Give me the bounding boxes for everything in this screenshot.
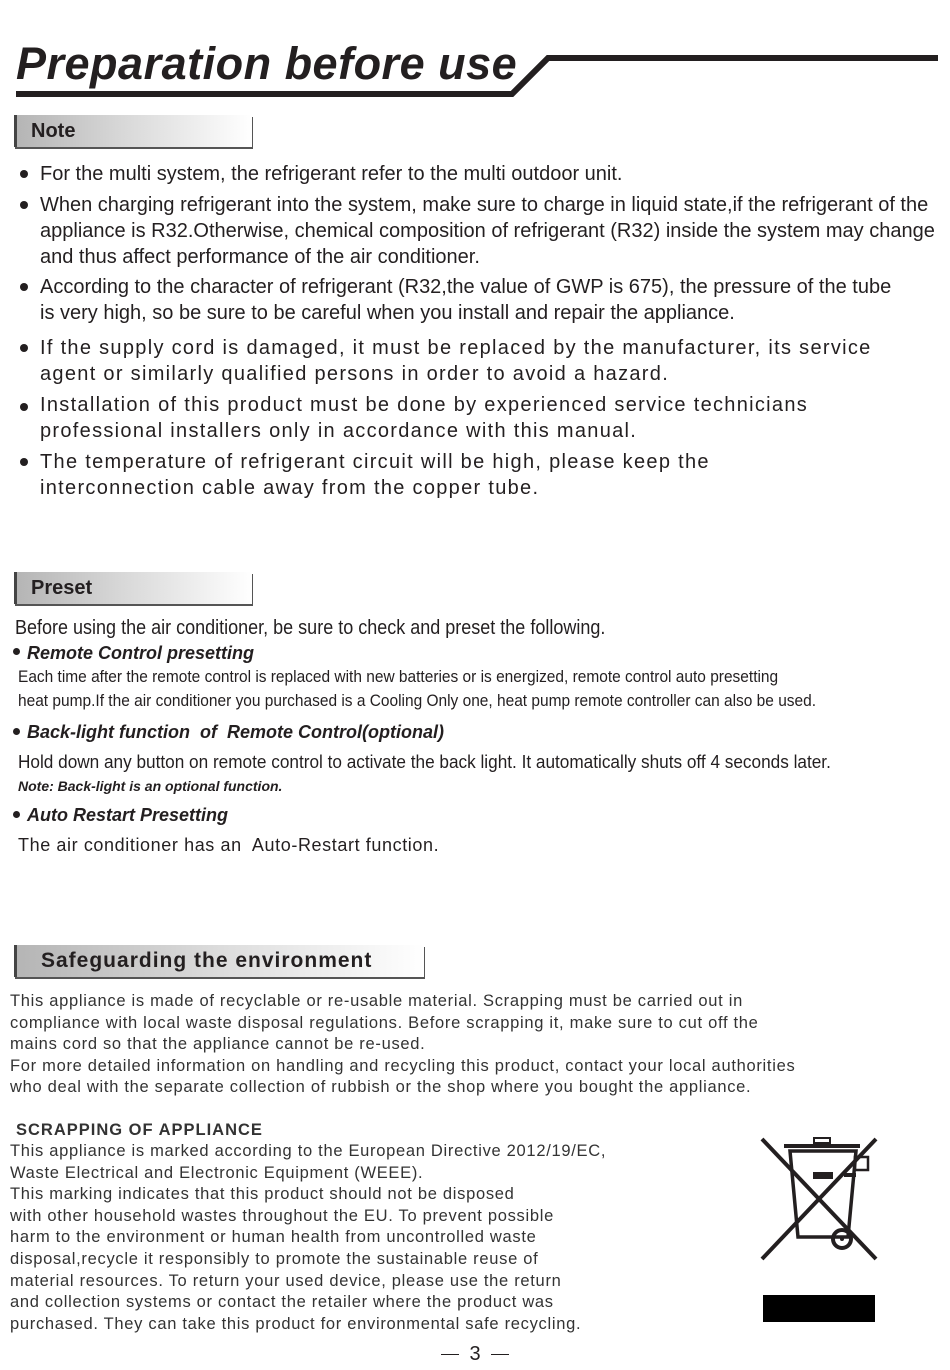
bullet-icon: [20, 283, 28, 291]
preset-section-header: [14, 572, 252, 604]
note-item: When charging refrigerant into the system, make sure to charge in liquid state,if the refrigerant of the appliance is R32.Otherwise, chemical composition of refrigerant (R32) inside the system may change and thus affect performance of the air conditioner.: [16, 192, 941, 270]
bullet-icon: [20, 344, 28, 352]
note-item: For the multi system, the refrigerant refer to the multi outdoor unit.: [16, 161, 941, 187]
note-item: If the supply cord is damaged, it must be replaced by the manufacturer, its service agent or similarly qualified persons in order to avoid a hazard.: [16, 335, 941, 387]
page-number-dash: [441, 1354, 459, 1355]
note-header-label: Note: [31, 120, 76, 142]
scrapping-title: SCRAPPING OF APPLIANCE: [16, 1121, 263, 1139]
backlight-text: Hold down any button on remote control to activate the back light. It automatically shuts off 4 seconds later.: [18, 752, 831, 772]
note-item: The temperature of refrigerant circuit will be high, please keep the interconnection cable away from the copper tube.: [16, 449, 941, 501]
note-item: According to the character of refrigerant (R32,the value of GWP is 675), the pressure of the tube is very high, so be sure to be careful when you install and repair the appliance.: [16, 274, 941, 326]
environment-paragraph: This appliance is made of recyclable or re-usable material. Scrapping must be carried out in compliance with local waste disposal regulations. Before scrapping it, make sure to cut off the mains cord so that the appliance cannot be re-used. For more detailed information on handling and recycling this product, contact your local authorities who deal with the separate collection of rubbish or the shop where you bought the appliance.: [10, 992, 796, 1097]
preset-header-label: Preset: [31, 577, 93, 599]
note-list: [16, 161, 941, 501]
scrapping-paragraph: This appliance is marked according to the European Directive 2012/19/EC, Waste Electrical and Electronic Equipment (WEEE). This marking indicates that this product should not be disposed with other household wastes throughout the EU. To prevent possible harm to the environment or human health from uncontrolled waste disposal,recycle it responsibly to promote the sustainable reuse of material resources. To return your used device, please use the return and collection systems or contact the retailer where the product was purchased. They can take this product for environmental safe recycling.: [10, 1142, 607, 1333]
bullet-icon: [13, 728, 20, 735]
weee-crossed-bin-icon: [760, 1135, 878, 1325]
bullet-icon: [20, 170, 28, 178]
note-section-header: [14, 115, 252, 147]
bullet-icon: [13, 648, 20, 655]
page-title: Preparation before use: [16, 38, 518, 89]
bullet-icon: [20, 458, 28, 466]
remote-presetting-text-1: Each time after the remote control is replaced with new batteries or is energized, remote control auto presetting: [18, 667, 779, 686]
backlight-title: Back-light function of Remote Control(optional): [27, 722, 444, 742]
environment-header-label: Safeguarding the environment: [41, 949, 373, 972]
bullet-icon: [20, 403, 28, 411]
auto-restart-title: Auto Restart Presetting: [27, 805, 229, 825]
page-number: 3: [469, 1343, 481, 1365]
auto-restart-text: The air conditioner has an Auto-Restart function.: [18, 835, 440, 855]
page-number-dash: [491, 1354, 509, 1355]
backlight-note: Note: Back-light is an optional function.: [18, 778, 283, 794]
preset-intro: Before using the air conditioner, be sure to check and preset the following.: [15, 617, 606, 639]
page-number-row: [0, 1343, 950, 1366]
remote-presetting-title: Remote Control presetting: [27, 643, 255, 663]
title-underline: [0, 50, 950, 102]
bullet-icon: [20, 201, 28, 209]
environment-section-header: [14, 945, 424, 977]
remote-presetting-text-2: heat pump.If the air conditioner you purchased is a Cooling Only one, heat pump remote controller can also be used.: [18, 691, 817, 710]
bullet-icon: [13, 811, 20, 818]
note-item: Installation of this product must be done by experienced service technicians professional installers only in accordance with this manual.: [16, 392, 941, 444]
